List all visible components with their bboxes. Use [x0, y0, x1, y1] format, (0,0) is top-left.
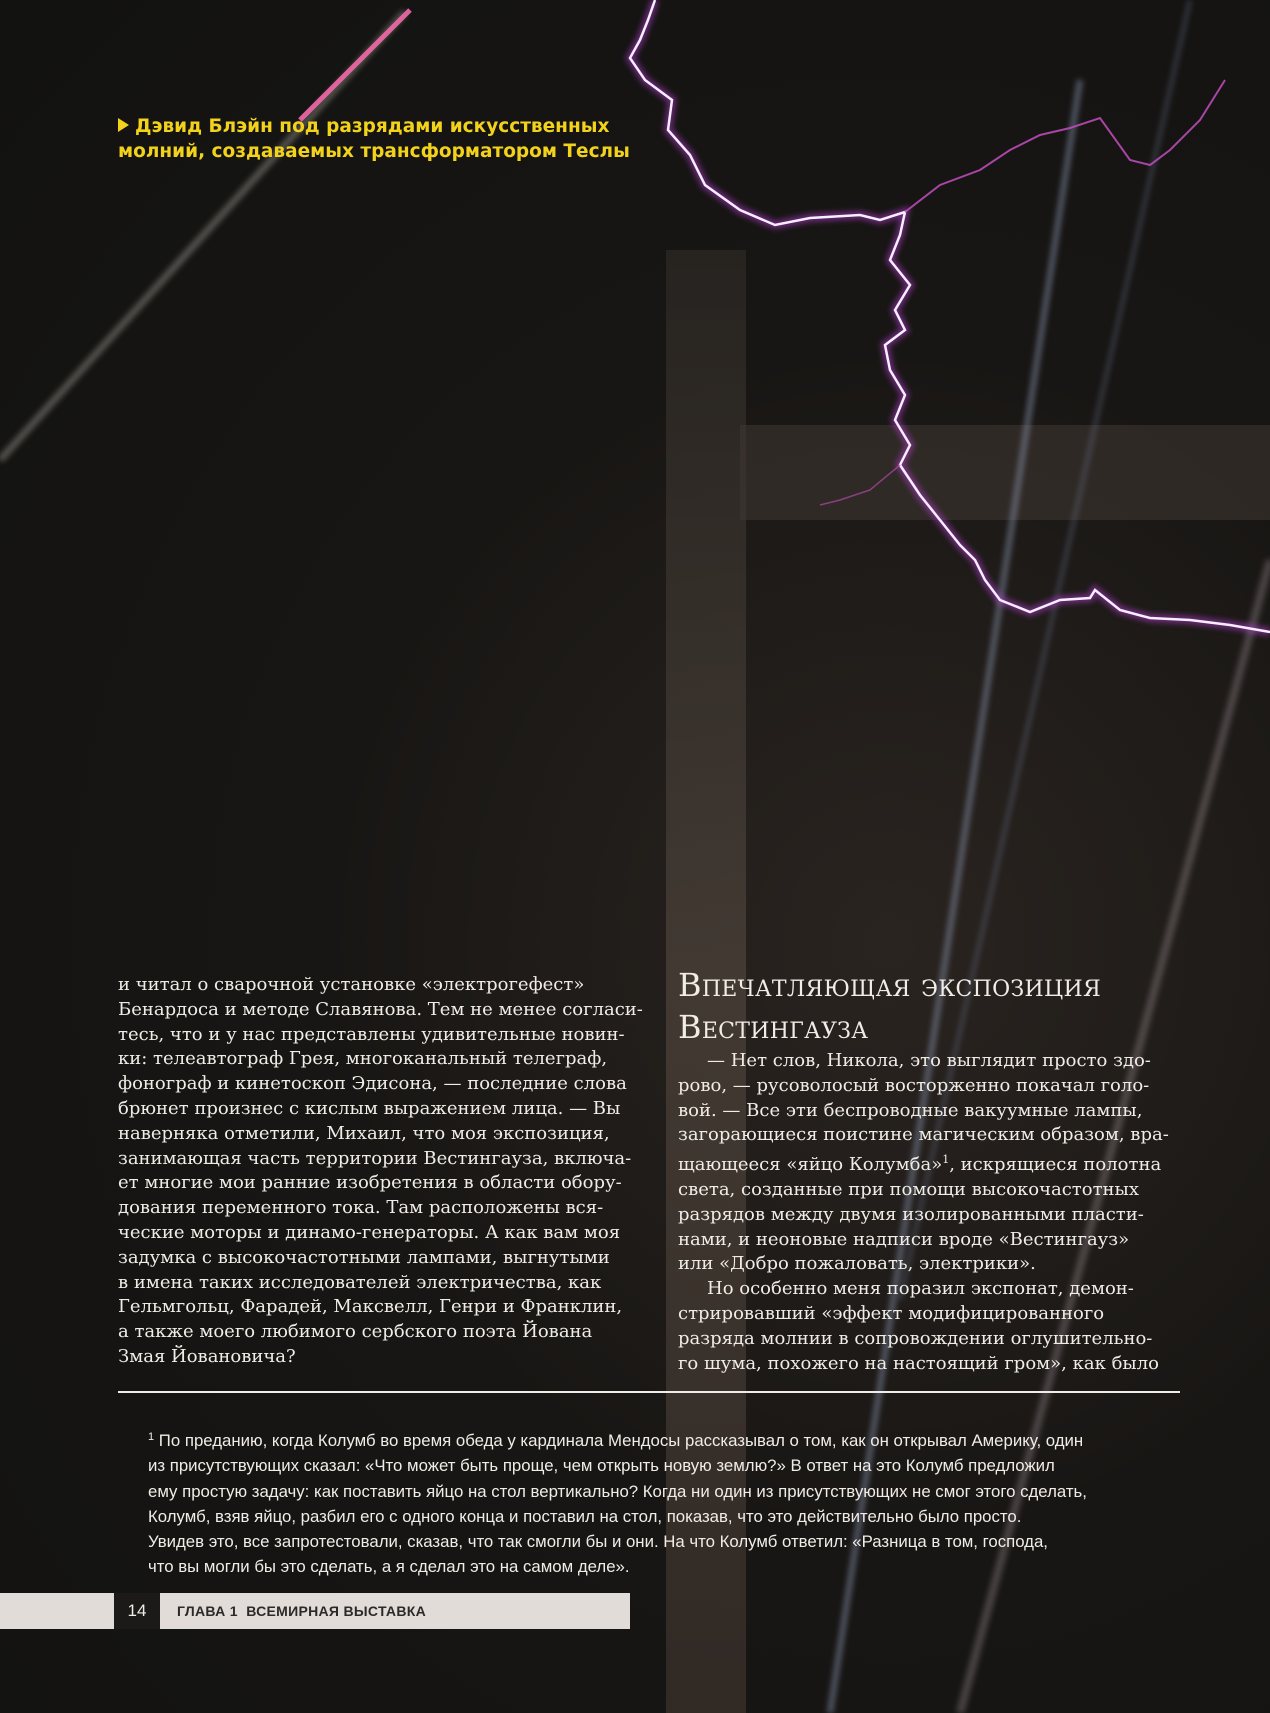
footnote-divider — [118, 1391, 1180, 1393]
text-line: занимающая часть территории Вестингауза, включа- — [118, 1147, 632, 1169]
text-line: тесь, что и у нас представлены удивительные новин- — [118, 1023, 625, 1045]
text-line: нами, и неоновые надписи вроде «Вестингауз» — [678, 1228, 1130, 1250]
text-line: Бенардоса и методе Славянова. Тем не менее согласи- — [118, 998, 643, 1020]
text-fragment: , искрящиеся полотна — [949, 1154, 1162, 1176]
text-line: стрировавший «эффект модифицированного — [678, 1302, 1105, 1324]
chapter-title — [177, 1593, 426, 1629]
wooden-beam — [740, 425, 1270, 520]
footnote-ref[interactable]: 1 — [942, 1153, 950, 1167]
section-heading — [678, 964, 1198, 1048]
text-line: в имена таких исследователей электричества, как — [118, 1271, 602, 1293]
caption-line-1: Дэвид Блэйн под разрядами искусственных — [135, 116, 610, 137]
footnote-line: из присутствующих сказал: «Что может быть проще, чем открыть новую землю?» В ответ на это Колумб предложил — [148, 1456, 1055, 1476]
footnote-text: По преданию, когда Колумб во время обеда у кардинала Мендосы рассказывал о том, как он открывал Америку, один — [158, 1431, 1084, 1450]
chapter-label: ГЛАВА 1 — [177, 1603, 238, 1619]
text-line: брюнет произнес с кислым выражением лица. — Вы — [118, 1097, 621, 1119]
text-line: Но особенно меня поразил экспонат, демон- — [707, 1278, 1134, 1300]
text-line: фонограф и кинетоскоп Эдисона, — последние слова — [118, 1073, 627, 1095]
text-line: дования переменного тока. Там расположены вся- — [118, 1197, 604, 1219]
text-line: Гельмгольц, Фарадей, Максвелл, Генри и Франклин, — [118, 1296, 623, 1318]
caption-triangle-icon — [118, 118, 129, 132]
chapter-name: ВСЕМИРНАЯ ВЫСТАВКА — [246, 1603, 427, 1619]
text-line: ет многие мои ранние изобретения в области обору- — [118, 1172, 622, 1194]
footnote — [148, 1425, 1188, 1580]
caption-line-2: молний, создаваемых трансформатором Теслы — [118, 141, 630, 162]
footnote-line: Увидев это, все запротестовали, сказав, что так смогли бы и они. На что Колумб ответил: «Разница в том, господа, — [148, 1532, 1048, 1552]
text-line: разрядов между двумя изолированными пласти- — [678, 1203, 1144, 1225]
text-line: го шума, похожего на настоящий гром», как было — [678, 1352, 1160, 1374]
text-line: ческие моторы и динамо-генераторы. А как вам моя — [118, 1221, 621, 1243]
text-line: а также моего любимого сербского поэта Йована — [118, 1321, 593, 1343]
text-line: — Нет слов, Никола, это выглядит просто здо- — [707, 1050, 1151, 1071]
footnote-line: Колумб, взяв яйцо, разбил его с одного конца и поставил на стол, показав, что это действительно было просто. — [148, 1506, 1022, 1526]
text-line: наверняка отметили, Михаил, что моя экспозиция, — [118, 1122, 610, 1144]
footnote-line: ему простую задачу: как поставить яйцо на стол вертикально? Когда ни один из присутствующих не смог этого сделать, — [148, 1481, 1087, 1501]
heading-line-2: Вестингауза — [678, 1008, 869, 1046]
light-streak-left-core — [300, 10, 410, 120]
text-line: света, созданные при помощи высокочастотных — [678, 1178, 1140, 1200]
right-column-text — [678, 1049, 1178, 1376]
text-line: и читал о сварочной установке «электрогефест» — [118, 974, 585, 995]
text-line: рово, — русоволосый восторженно покачал голо- — [678, 1074, 1150, 1096]
footnote-marker: 1 — [148, 1431, 155, 1443]
text-fragment: щающееся «яйцо Колумба» — [678, 1154, 943, 1176]
left-column-text — [118, 973, 643, 1370]
heading-line-1: Впечатляющая экспозиция — [678, 966, 1102, 1004]
page-number: 14 — [114, 1593, 160, 1629]
text-line: задумка с высокочастотными лампами, выгнутыми — [118, 1246, 610, 1268]
text-line: Змая Йовановича? — [118, 1345, 296, 1367]
footnote-line — [148, 1425, 1188, 1453]
text-line: разряда молнии в сопровождении оглушительно- — [678, 1327, 1153, 1349]
text-line: загорающиеся поистине магическим образом, вра- — [678, 1124, 1169, 1146]
text-line — [678, 1148, 1178, 1178]
text-line: вой. — Все эти беспроводные вакуумные лампы, — [678, 1099, 1143, 1121]
text-line: или «Добро пожаловать, электрики». — [678, 1253, 1036, 1275]
text-line: ки: телеавтограф Грея, многоканальный телеграф, — [118, 1048, 608, 1070]
footnote-line: что вы могли бы это сделать, а я сделал это на самом деле». — [148, 1557, 630, 1577]
photo-caption — [118, 114, 678, 164]
